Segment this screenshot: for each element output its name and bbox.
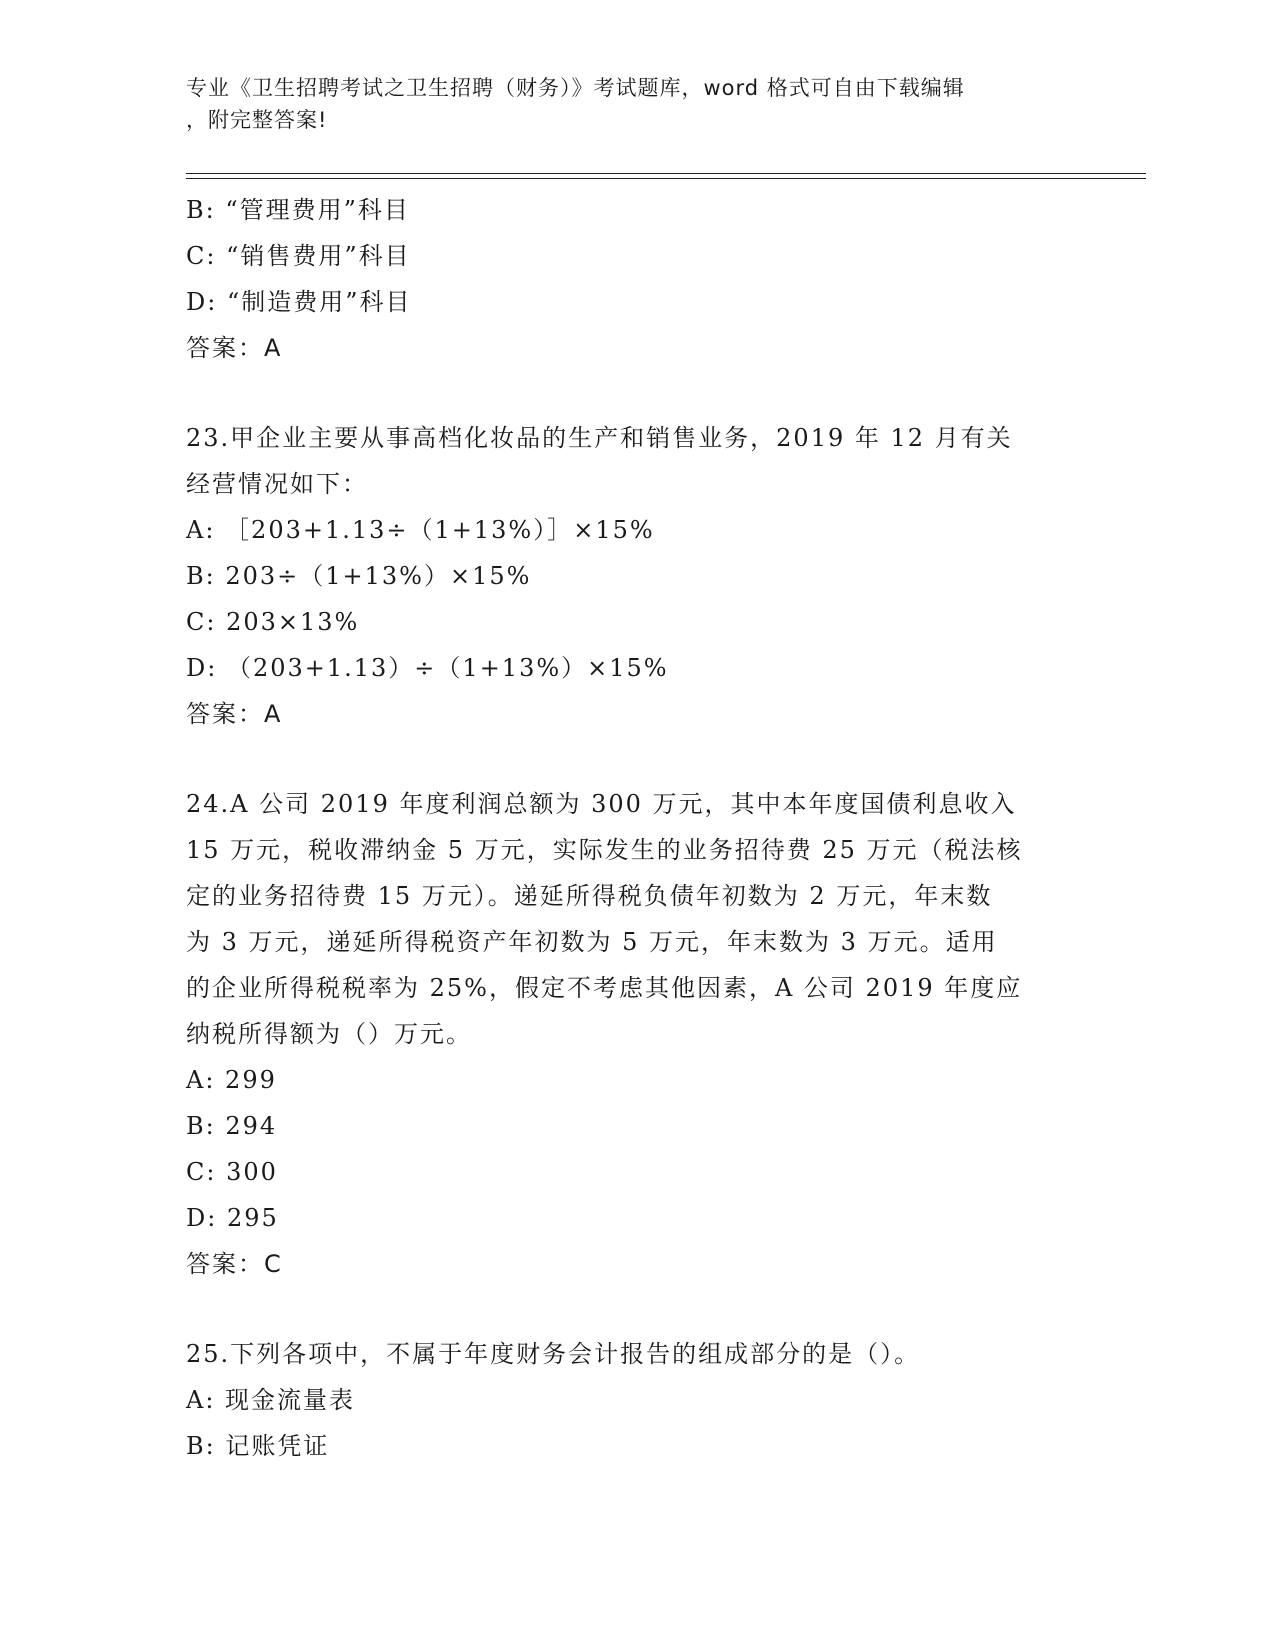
option-b: B: 294: [186, 1112, 278, 1140]
question-stem-line: 经营情况如下：: [186, 470, 368, 498]
question-stem-line: 的企业所得税税率为 25%，假定不考虑其他因素，A 公司 2019 年度应: [186, 974, 1023, 1002]
question-stem-line: 23.甲企业主要从事高档化妆品的生产和销售业务，2019 年 12 月有关: [186, 424, 1013, 452]
question-stem-line: 定的业务招待费 15 万元）。递延所得税负债年初数为 2 万元，年末数: [186, 882, 993, 910]
option-a: A: 现金流量表: [186, 1386, 356, 1414]
header-divider-top: [186, 173, 1146, 174]
question-25: [186, 1331, 1086, 1469]
question-stem-line: 纳税所得额为（）万元。: [186, 1020, 472, 1048]
option-d: D: “制造费用”科目: [186, 288, 412, 316]
option-c: C: “销售费用”科目: [186, 242, 411, 270]
option-c: C: 300: [186, 1158, 278, 1186]
document-body: [186, 187, 1086, 1469]
option-b: B: “管理费用”科目: [186, 196, 410, 224]
answer: 答案：C: [186, 1250, 283, 1278]
question-stem-line: 15 万元，税收滞纳金 5 万元，实际发生的业务招待费 25 万元（税法核: [186, 836, 1023, 864]
document-header: [186, 72, 1066, 136]
question-22-tail: [186, 187, 1086, 371]
option-d: D: （203+1.13）÷（1+13%）×15%: [186, 654, 669, 682]
header-line-1: 专业《卫生招聘考试之卫生招聘（财务）》考试题库，word 格式可自由下载编辑: [186, 76, 965, 100]
answer: 答案：A: [186, 700, 283, 728]
question-23: [186, 415, 1086, 737]
answer: 答案：A: [186, 334, 283, 362]
option-b: B: 记账凭证: [186, 1432, 330, 1460]
option-b: B: 203÷（1+13%）×15%: [186, 562, 532, 590]
question-stem-line: 25.下列各项中，不属于年度财务会计报告的组成部分的是（）。: [186, 1340, 921, 1368]
option-d: D: 295: [186, 1204, 279, 1232]
question-stem-line: 24.A 公司 2019 年度利润总额为 300 万元，其中本年度国债利息收入: [186, 790, 1017, 818]
option-a: A: 299: [186, 1066, 277, 1094]
option-a: A: ［203+1.13÷（1+13%）］×15%: [186, 516, 655, 544]
header-line-2: ，附完整答案!: [186, 108, 328, 132]
question-stem-line: 为 3 万元，递延所得税资产年初数为 5 万元，年末数为 3 万元。适用: [186, 928, 998, 956]
question-24: [186, 781, 1086, 1287]
header-divider-bottom: [186, 178, 1146, 179]
option-c: C: 203×13%: [186, 608, 360, 636]
